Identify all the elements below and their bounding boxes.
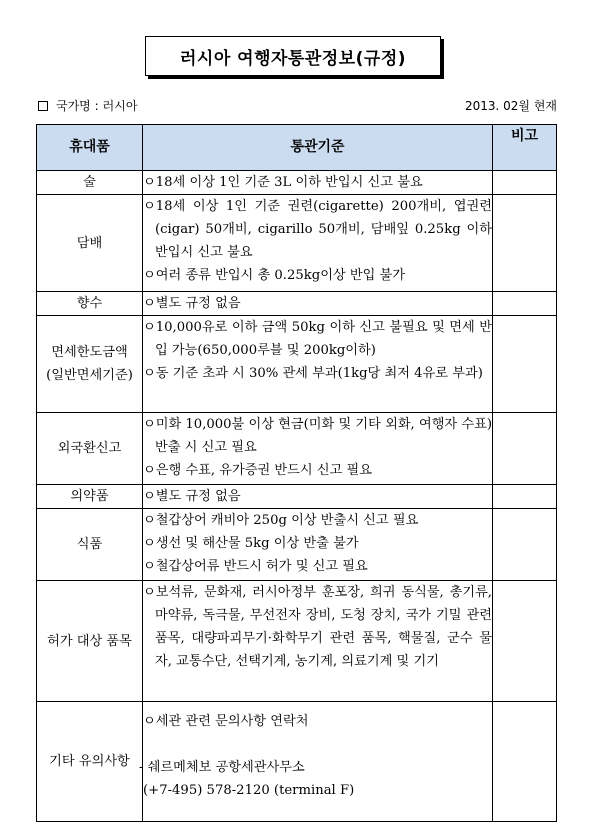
header-rule: 통관기준: [143, 125, 493, 171]
rule-line: ㅇ동 기준 초과 시 30% 관세 부과(1kg당 최저 4유로 부과): [143, 366, 483, 381]
country-info: [38, 97, 137, 114]
row-note: [493, 195, 557, 292]
row-note: [493, 292, 557, 316]
row-rules: [143, 316, 493, 413]
rule-line: ㅇ생선 및 해산물 5kg 이상 반출 불가: [143, 536, 359, 551]
rule-line: ㅇ은행 수표, 유가증권 반드시 신고 필요: [143, 463, 372, 478]
row-note: [493, 316, 557, 413]
row-note: [493, 581, 557, 702]
country-value: 러시아: [102, 99, 138, 113]
row-item: 의약품: [37, 485, 143, 509]
row-item: 담배: [37, 195, 143, 292]
row-item: 향수: [37, 292, 143, 316]
row-note: [493, 413, 557, 485]
rule-line: ㅇ미화 10,000불 이상 현금(미화 및 기타 외화, 여행자 수표) 반출 시 신고 필요: [143, 417, 492, 455]
row-item-line: (일반면세기준): [46, 368, 133, 383]
row-item: 기타 유의사항: [37, 702, 143, 822]
table-row: [37, 702, 557, 822]
rule-line: ㅇ18세 이상 1인 기준 권련(cigarette) 200개비, 엽권련(cigar) 50개비, cigarillo 50개비, 담배잎 0.25kg 이하 반입시 신고 불요: [143, 199, 492, 260]
rule-line: ㅇ여러 종류 반입시 총 0.25kg이상 반입 불가: [143, 268, 406, 283]
rule-line: ㅇ보석류, 문화재, 러시아정부 훈포장, 희귀 동식물, 총기류, 마약류, 독극물, 무선전자 장비, 도청 장치, 국가 기밀 관련 품목, 대량파괴무기·화학무기 관련 품목, 핵물질, 군수 물자, 교통수단, 선택기계, 농기계, 의료기계 및 기기: [143, 585, 492, 669]
table-row: [37, 171, 557, 195]
rule-line: ㅇ별도 규정 없음: [143, 489, 241, 504]
row-rules: [143, 171, 493, 195]
row-item-line: 면세한도금액: [51, 345, 128, 360]
rule-line: - 쉐르메체보 공항세관사무소: [139, 760, 305, 775]
table-row: [37, 292, 557, 316]
rule-line: ㅇ10,000유로 이하 금액 50kg 이하 신고 불필요 및 면세 반입 가능(650,000루블 및 200kg이하): [143, 320, 492, 358]
row-rules: [143, 195, 493, 292]
row-rules: [139, 702, 493, 822]
row-item: 식품: [37, 509, 143, 581]
row-note: [493, 171, 557, 195]
row-item: 외국환신고: [37, 413, 143, 485]
row-item: [37, 316, 143, 413]
rule-line: ㅇ별도 규정 없음: [143, 296, 241, 311]
row-rules: [143, 292, 493, 316]
row-rules: [143, 413, 493, 485]
as-of-date: 2013. 02월 현재: [464, 99, 557, 113]
row-rules: [143, 485, 493, 509]
row-note: [493, 509, 557, 581]
rule-line: ㅇ18세 이상 1인 기준 3L 이하 반입시 신고 불요: [143, 175, 423, 190]
header-item: 휴대품: [37, 125, 143, 171]
table-row: [37, 581, 557, 702]
table-row: [37, 509, 557, 581]
country-label: 국가명 :: [56, 99, 99, 113]
checkbox-square-icon: [38, 101, 48, 111]
table-row: [37, 195, 557, 292]
row-rules: [143, 509, 493, 581]
row-rules: [143, 581, 493, 702]
rule-line: (+7-495) 578-2120 (terminal F): [143, 783, 355, 798]
row-note: [493, 702, 557, 822]
table-row: [37, 316, 557, 413]
row-item: 술: [37, 171, 143, 195]
rule-line: ㅇ세관 관련 문의사항 연락처: [143, 714, 309, 729]
rule-blank-line: [143, 733, 492, 756]
rule-line: ㅇ철갑상어류 반드시 허가 및 신고 필요: [143, 559, 368, 574]
row-note: [493, 485, 557, 509]
row-item: 허가 대상 품목: [37, 581, 143, 702]
table-header-row: [37, 125, 557, 171]
document-title: 러시아 여행자통관정보(규정): [145, 36, 441, 76]
customs-table: [36, 124, 557, 822]
table-row: [37, 413, 557, 485]
rule-line: ㅇ철갑상어 캐비아 250g 이상 반출시 신고 필요: [143, 513, 419, 528]
header-note: 비고: [493, 125, 557, 171]
table-row: [37, 485, 557, 509]
